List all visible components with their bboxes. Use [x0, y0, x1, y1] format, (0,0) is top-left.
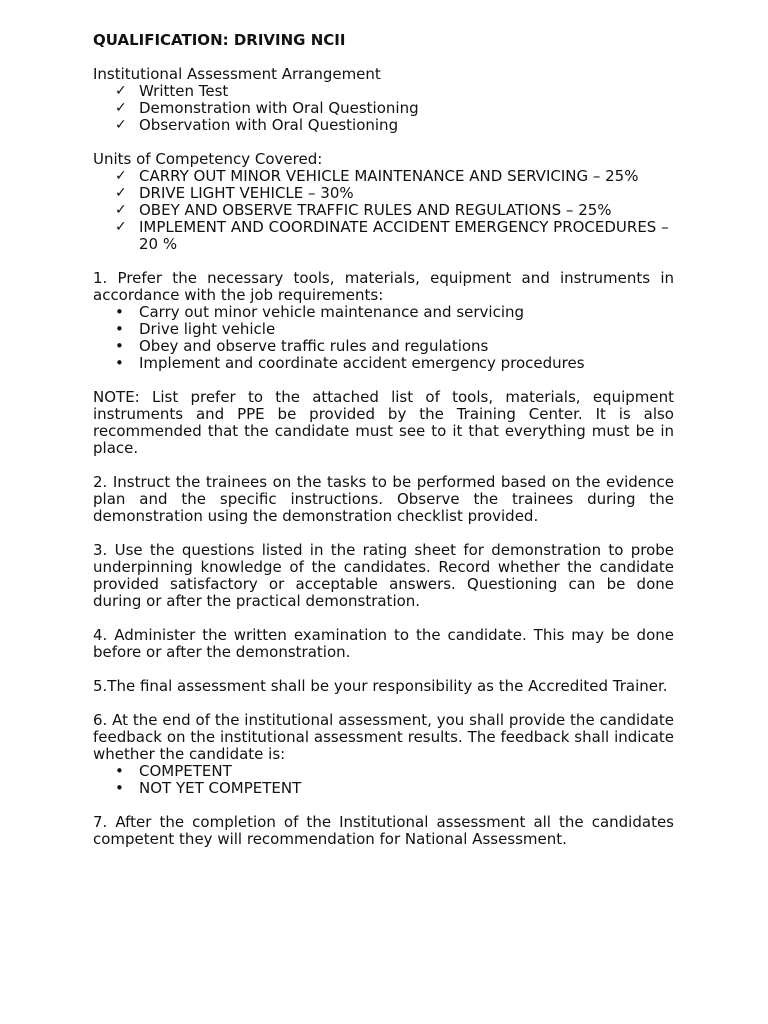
units-list — [93, 168, 674, 253]
step-3-text: 3. Use the questions listed in the rating sheet for demonstration to probe underpinning knowledge of the candidates. Record whether the candidate provided satisfactory or acceptable answers. Questioning can be done during or after the practical demonstration. — [93, 541, 674, 610]
spacer — [93, 797, 674, 814]
list-item: ✓ Written Test — [115, 82, 229, 100]
arrangement-heading: Institutional Assessment Arrangement — [93, 65, 381, 83]
spacer — [93, 525, 674, 542]
spacer — [93, 253, 674, 270]
spacer — [93, 610, 674, 627]
list-item: • Implement and coordinate accident emergency procedures — [115, 354, 585, 372]
check-icon: ✓ — [115, 168, 127, 184]
spacer — [93, 695, 674, 712]
bullet-icon: • — [115, 303, 124, 321]
arrangement-list — [93, 83, 674, 134]
bullet-icon: • — [115, 320, 124, 338]
list-item: • NOT YET COMPETENT — [115, 779, 302, 797]
qualification-title: QUALIFICATION: DRIVING NCII — [93, 31, 346, 49]
bullet-icon: • — [115, 337, 124, 355]
spacer — [93, 372, 674, 389]
list-item: • Carry out minor vehicle maintenance and servicing — [115, 303, 525, 321]
check-icon: ✓ — [115, 202, 127, 218]
step-4-text: 4. Administer the written examination to the candidate. This may be done before or after the demonstration. — [93, 626, 674, 661]
spacer — [93, 457, 674, 474]
document-body — [93, 32, 674, 848]
list-item: ✓ OBEY AND OBSERVE TRAFFIC RULES AND REGULATIONS – 25% — [115, 201, 612, 219]
list-item: • Obey and observe traffic rules and regulations — [115, 337, 489, 355]
step-6-list — [93, 763, 674, 797]
step-6-text: 6. At the end of the institutional assessment, you shall provide the candidate feedback on the institutional assessment results. The feedback shall indicate whether the candidate is: — [93, 711, 674, 763]
note-paragraph: NOTE: List prefer to the attached list of tools, materials, equipment instruments and PPE be provided by the Training Center. It is also recommended that the candidate must see to it that everything must be in place. — [93, 388, 674, 457]
bullet-icon: • — [115, 354, 124, 372]
check-icon: ✓ — [115, 100, 127, 116]
spacer — [93, 49, 674, 66]
check-icon: ✓ — [115, 219, 127, 235]
list-item: ✓ CARRY OUT MINOR VEHICLE MAINTENANCE AND SERVICING – 25% — [115, 167, 639, 185]
step-1-text: 1. Prefer the necessary tools, materials, equipment and instruments in accordance with the job requirements: — [93, 269, 674, 304]
list-item: • COMPETENT — [115, 762, 232, 780]
bullet-icon: • — [115, 779, 124, 797]
spacer — [93, 661, 674, 678]
list-item: ✓ Observation with Oral Questioning — [115, 116, 399, 134]
units-heading: Units of Competency Covered: — [93, 150, 323, 168]
step-2-text: 2. Instruct the trainees on the tasks to be performed based on the evidence plan and the specific instructions. Observe the trainees during the demonstration using the demonstration checklist provided. — [93, 473, 674, 525]
list-item: ✓ DRIVE LIGHT VEHICLE – 30% — [115, 184, 354, 202]
list-item: ✓ IMPLEMENT AND COORDINATE ACCIDENT EMERGENCY PROCEDURES – 20 % — [115, 218, 669, 253]
spacer — [93, 134, 674, 151]
step-7-text: 7. After the completion of the Institutional assessment all the candidates competent they will recommendation for National Assessment. — [93, 813, 674, 848]
step-5-text: 5.The final assessment shall be your responsibility as the Accredited Trainer. — [93, 677, 668, 695]
step-1-list — [93, 304, 674, 372]
list-item: ✓ Demonstration with Oral Questioning — [115, 99, 419, 117]
list-item: • Drive light vehicle — [115, 320, 276, 338]
bullet-icon: • — [115, 762, 124, 780]
check-icon: ✓ — [115, 117, 127, 133]
check-icon: ✓ — [115, 185, 127, 201]
check-icon: ✓ — [115, 83, 127, 99]
